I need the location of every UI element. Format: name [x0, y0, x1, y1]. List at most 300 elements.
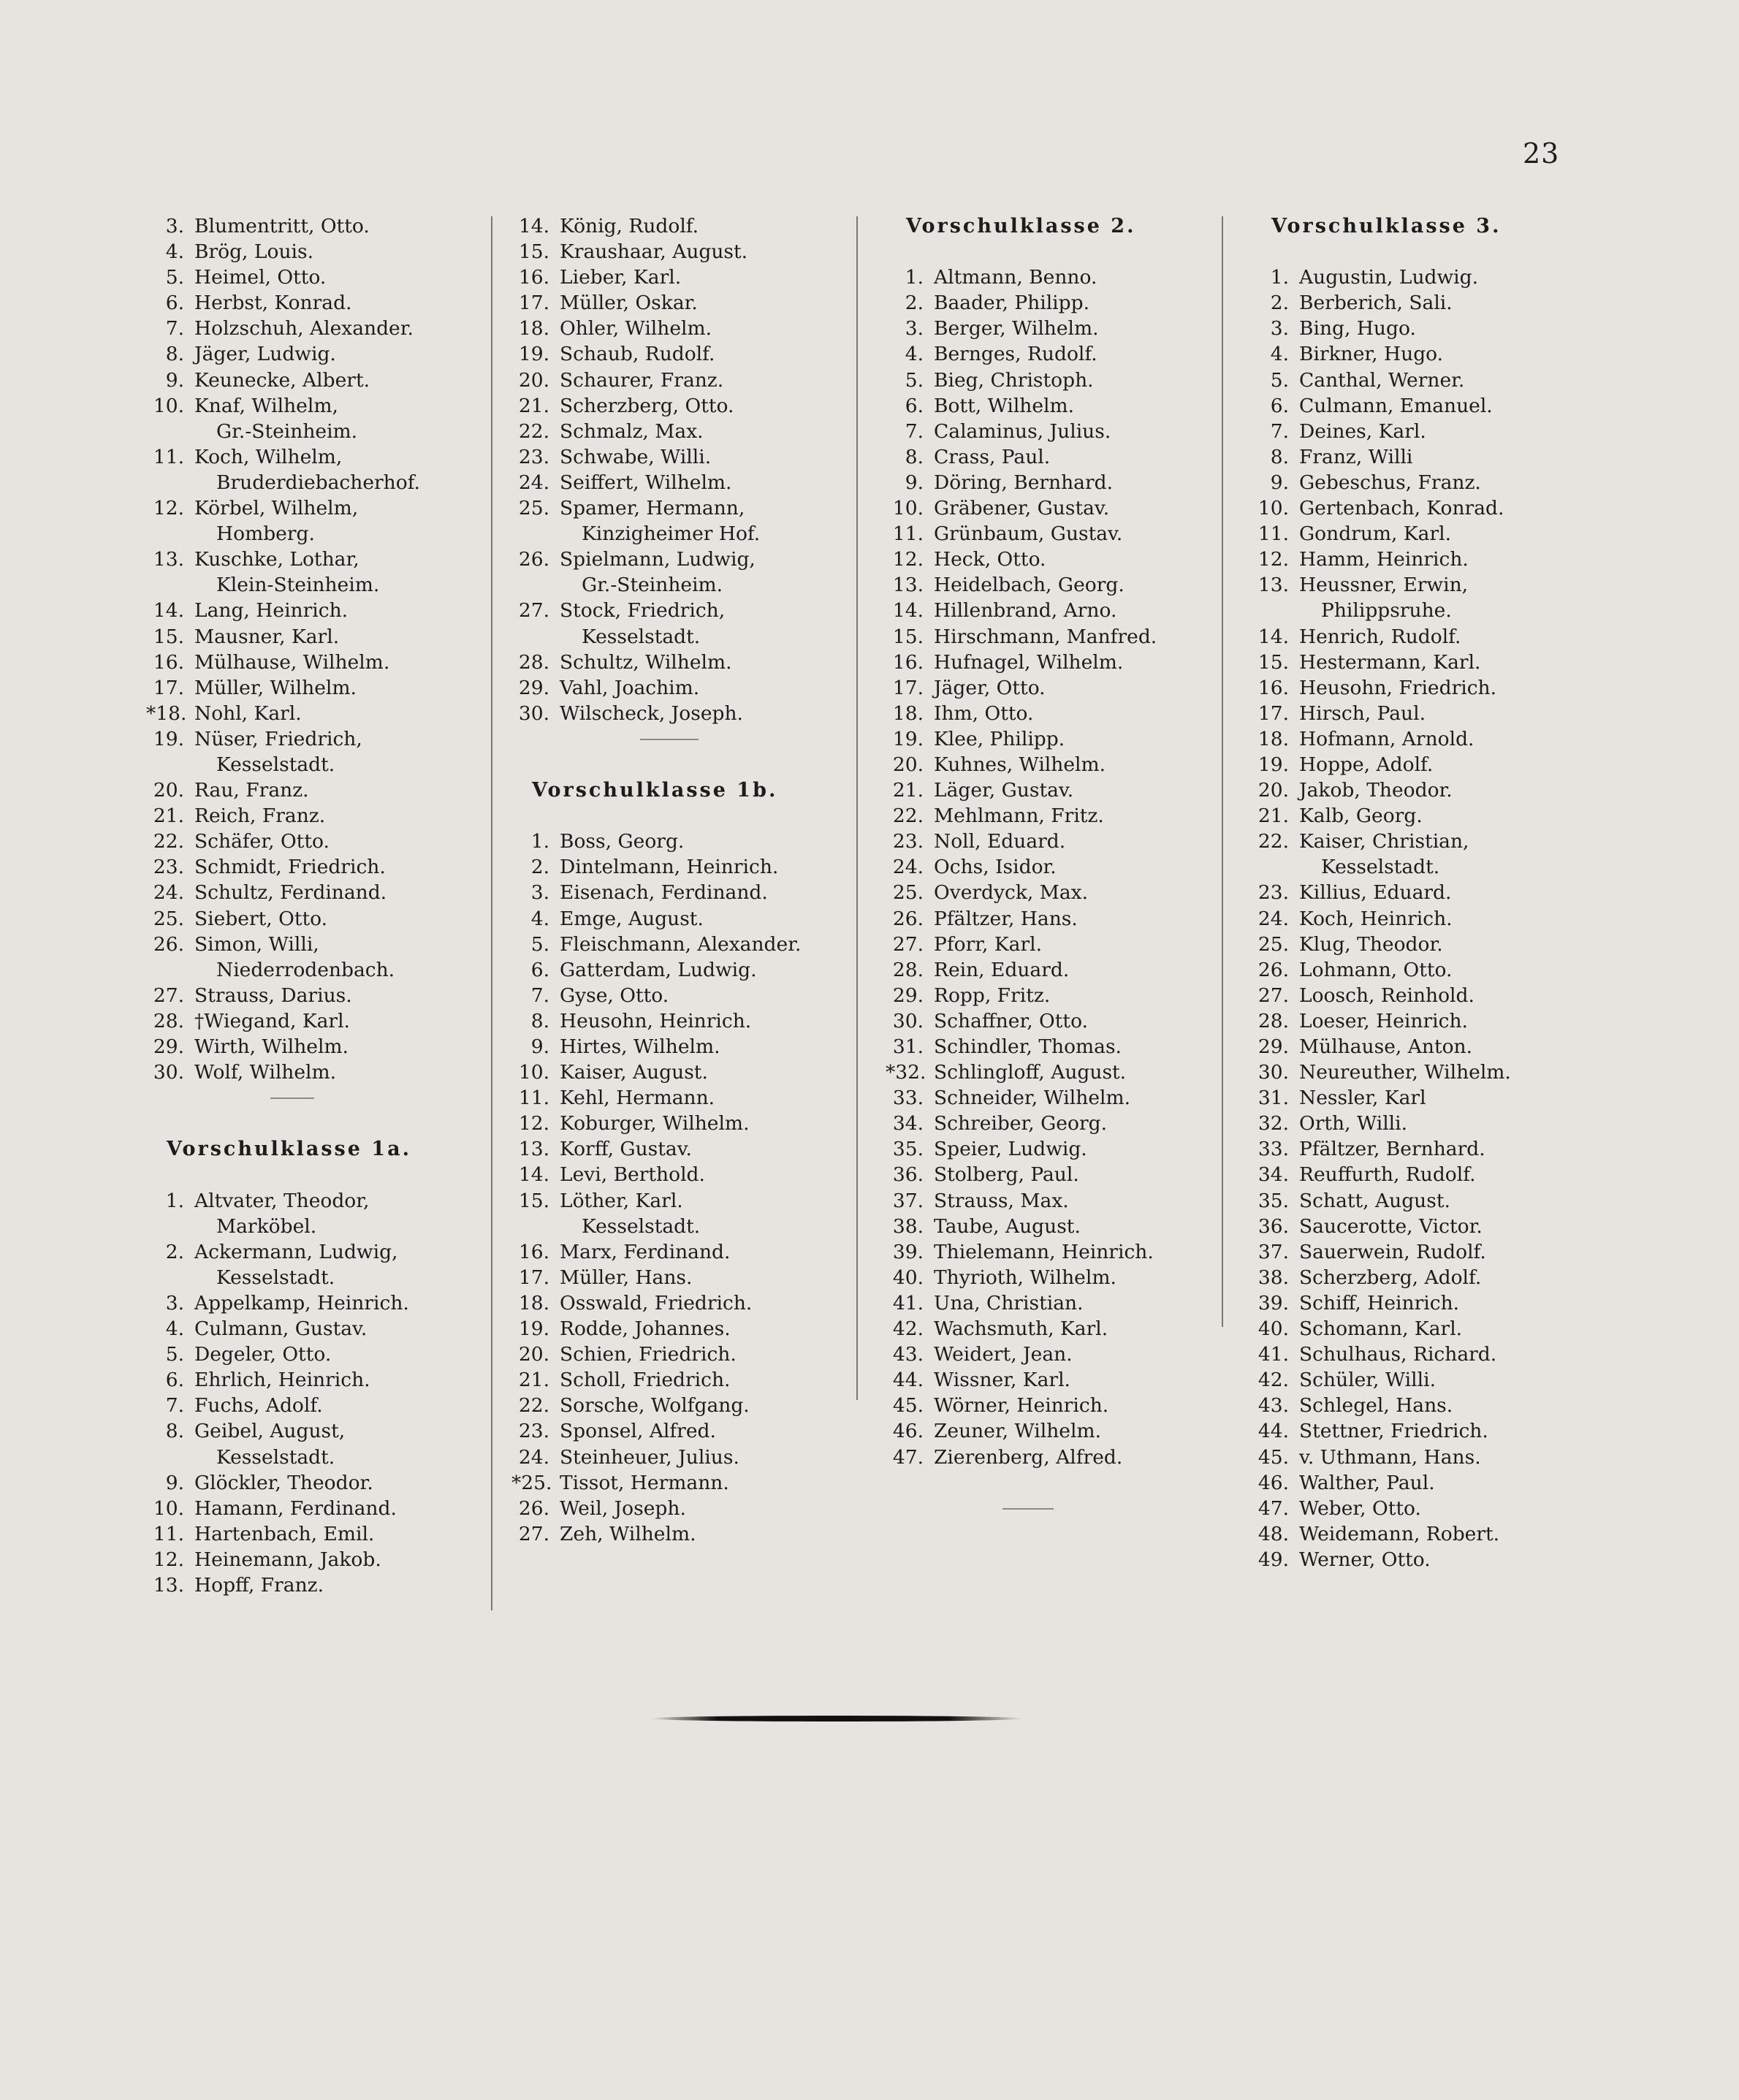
student-name: Simon, Willi, [194, 932, 319, 956]
student-residence: Philippsruhe. [1321, 599, 1452, 623]
entry-number: 11. [518, 1087, 549, 1110]
student-name: Schwabe, Willi. [560, 445, 712, 468]
entry-number: 18. [1257, 727, 1289, 750]
entry-number: 10. [153, 394, 184, 417]
column-3 [886, 213, 1157, 1521]
student-name: Fuchs, Adolf. [194, 1394, 323, 1418]
entry-number: 31. [1257, 1087, 1289, 1110]
student-name: Strauss, Max. [934, 1189, 1069, 1212]
student-name: Levi, Berthold. [560, 1163, 705, 1187]
list-item [1251, 1188, 1511, 1214]
student-name: Herbst, Konrad. [194, 292, 352, 315]
list-item [146, 1547, 420, 1572]
list-item-continuation [511, 1214, 801, 1239]
student-name: Ohler, Wilhelm. [560, 317, 712, 341]
student-list [886, 265, 1157, 1469]
student-name: Hartenbach, Emil. [194, 1522, 375, 1545]
list-item [146, 675, 420, 701]
entry-number: 29. [153, 1035, 184, 1058]
student-name: Hofmann, Arnold. [1299, 727, 1474, 750]
student-name: Gyse, Otto. [560, 984, 669, 1007]
student-name: Gertenbach, Konrad. [1299, 497, 1504, 520]
entry-number: 22. [518, 419, 549, 443]
student-name: Rau, Franz. [194, 779, 309, 802]
entry-number: 21. [518, 1369, 549, 1392]
entry-number: 1. [165, 1189, 184, 1212]
list-item [1251, 1265, 1511, 1290]
entry-number: 24. [518, 1445, 549, 1469]
list-item [511, 419, 801, 444]
entry-number: 11. [153, 445, 184, 468]
list-item [511, 932, 801, 957]
list-item [511, 598, 801, 623]
list-item [1251, 1059, 1511, 1085]
student-name: Wissner, Karl. [934, 1369, 1070, 1392]
entry-number: 9. [905, 471, 924, 494]
entry-number: 28. [518, 650, 549, 674]
entry-number: *18. [146, 701, 187, 725]
student-name: Hestermann, Karl. [1299, 650, 1481, 674]
entry-number: 4. [905, 343, 924, 366]
student-name: Dintelmann, Heinrich. [560, 856, 779, 879]
student-name: Schomann, Karl. [1299, 1317, 1463, 1341]
student-name: Mülhause, Wilhelm. [194, 650, 390, 674]
entry-number: 19. [1257, 753, 1289, 776]
list-item [1251, 547, 1511, 572]
entry-number: 8. [165, 343, 184, 366]
list-item [886, 598, 1157, 623]
entry-number: 4. [530, 907, 549, 930]
entry-number: 7. [1270, 419, 1289, 443]
student-name: Zierenberg, Alfred. [934, 1445, 1123, 1469]
student-name: Pforr, Karl. [934, 932, 1043, 956]
list-item [511, 1239, 801, 1265]
list-item [146, 1034, 420, 1059]
list-item [146, 1059, 420, 1085]
entry-number: 9. [530, 1035, 549, 1058]
student-name: Mülhause, Anton. [1299, 1035, 1473, 1058]
student-name: Müller, Hans. [560, 1266, 693, 1289]
list-item [1251, 265, 1511, 290]
list-item [511, 906, 801, 932]
student-name: Henrich, Rudolf. [1299, 625, 1461, 648]
list-item [886, 495, 1157, 521]
entry-number: 34. [1257, 1163, 1289, 1187]
list-item [886, 829, 1157, 854]
student-name: Schultz, Ferdinand. [194, 881, 387, 905]
list-item [886, 316, 1157, 341]
entry-number: 20. [518, 368, 549, 392]
student-name: Kraushaar, August. [560, 240, 748, 264]
entry-number: 9. [165, 368, 184, 392]
entry-number: 21. [518, 394, 549, 417]
student-name: Fleischmann, Alexander. [560, 932, 802, 956]
student-name: Weidemann, Robert. [1299, 1522, 1500, 1545]
list-item [1251, 906, 1511, 932]
student-name: Holzschuh, Alexander. [194, 317, 414, 341]
entry-number: 13. [518, 1138, 549, 1161]
entry-number: 14. [1257, 625, 1289, 648]
student-name: Tissot, Hermann. [560, 1471, 729, 1494]
list-item [146, 393, 420, 419]
list-item [886, 726, 1157, 752]
list-item-continuation [1251, 854, 1511, 880]
entry-number: 47. [1257, 1496, 1289, 1520]
list-item [886, 1188, 1157, 1214]
entry-number: 2. [1270, 292, 1289, 315]
list-item [886, 1059, 1157, 1085]
student-name: Rein, Eduard. [934, 958, 1070, 981]
entry-number: 25. [892, 881, 924, 905]
student-name: Heidelbach, Georg. [934, 574, 1125, 597]
student-name: Steinheuer, Julius. [560, 1445, 739, 1469]
entry-number: 3. [1270, 317, 1289, 341]
student-residence: Kesselstadt. [1321, 856, 1440, 879]
list-item [146, 495, 420, 521]
student-name: Speier, Ludwig. [934, 1138, 1087, 1161]
student-name: Bing, Hugo. [1299, 317, 1416, 341]
list-item [511, 1059, 801, 1085]
student-name: Kaiser, August. [560, 1061, 708, 1084]
list-item-continuation [146, 1214, 420, 1239]
student-name: Hufnagel, Wilhelm. [934, 650, 1124, 674]
entry-number: 42. [892, 1317, 924, 1341]
student-name: Mausner, Karl. [194, 625, 340, 648]
list-item [886, 803, 1157, 829]
entry-number: 27. [892, 932, 924, 956]
entry-number: 5. [165, 1343, 184, 1366]
entry-number: 29. [892, 984, 924, 1007]
list-item [886, 1136, 1157, 1162]
entry-number: 33. [892, 1087, 924, 1110]
entry-number: 27. [1257, 984, 1289, 1007]
student-name: Stock, Friedrich, [560, 599, 726, 623]
entry-number: 12. [1257, 548, 1289, 571]
entry-number: 24. [518, 471, 549, 494]
list-item [1251, 752, 1511, 777]
entry-number: 4. [1270, 343, 1289, 366]
student-list [146, 1188, 420, 1599]
entry-number: 11. [153, 1522, 184, 1545]
entry-number: 18. [518, 1291, 549, 1315]
entry-number: 29. [518, 676, 549, 699]
student-name: Knaf, Wilhelm, [194, 394, 338, 417]
list-item [511, 1034, 801, 1059]
student-name: Hopff, Franz. [194, 1573, 324, 1597]
student-name: Wilscheck, Joseph. [560, 701, 743, 725]
list-item [511, 1316, 801, 1342]
entry-number: 9. [165, 1471, 184, 1494]
entry-number: 34. [892, 1112, 924, 1135]
student-name: Emge, August. [560, 907, 704, 930]
student-name: Weil, Joseph. [560, 1496, 686, 1520]
student-name: Taube, August. [934, 1214, 1081, 1238]
list-item-continuation [146, 521, 420, 547]
student-name: Kalb, Georg. [1299, 804, 1423, 828]
entry-number: 8. [905, 445, 924, 468]
list-item [511, 1008, 801, 1034]
entry-number: 27. [518, 1522, 549, 1545]
student-name: Spamer, Hermann, [560, 497, 745, 520]
student-name: Nessler, Karl [1299, 1087, 1426, 1110]
list-item [146, 624, 420, 650]
entry-number: 21. [153, 804, 184, 828]
list-item [1251, 701, 1511, 726]
student-name: Läger, Gustav. [934, 779, 1074, 802]
entry-number: 37. [1257, 1240, 1289, 1263]
entry-number: 15. [1257, 650, 1289, 674]
student-name: Schaub, Rudolf. [560, 343, 715, 366]
list-item [1251, 1342, 1511, 1367]
list-item [1251, 444, 1511, 470]
student-name: Müller, Oskar. [560, 292, 698, 315]
student-name: Weidert, Jean. [934, 1343, 1073, 1366]
student-name: Seiffert, Wilhelm. [560, 471, 732, 494]
list-item [511, 829, 801, 854]
list-item [886, 650, 1157, 675]
entry-number: 22. [892, 804, 924, 828]
list-item [1251, 624, 1511, 650]
list-item [146, 341, 420, 367]
entry-number: 17. [518, 292, 549, 315]
list-item-continuation [146, 752, 420, 777]
student-name: Schindler, Thomas. [934, 1035, 1122, 1058]
list-item [1251, 1162, 1511, 1187]
entry-number: 46. [892, 1420, 924, 1443]
entry-number: 4. [165, 1317, 184, 1341]
list-item [1251, 470, 1511, 495]
entry-number: 23. [892, 830, 924, 853]
list-item [886, 1239, 1157, 1265]
student-name: Gebeschus, Franz. [1299, 471, 1481, 494]
entry-number: 13. [153, 548, 184, 571]
entry-number: 1. [530, 830, 549, 853]
entry-number: 28. [892, 958, 924, 981]
list-item [146, 983, 420, 1008]
student-name: Canthal, Werner. [1299, 368, 1465, 392]
list-item-continuation [146, 470, 420, 495]
list-item [886, 906, 1157, 932]
list-item [511, 470, 801, 495]
list-item [146, 1470, 420, 1496]
student-name: Vahl, Joachim. [560, 676, 700, 699]
column-divider-1 [491, 216, 492, 1610]
student-name: Crass, Paul. [934, 445, 1051, 468]
list-item [511, 1342, 801, 1367]
student-name: Schatt, August. [1299, 1189, 1450, 1212]
list-item [1251, 368, 1511, 393]
student-name: Lieber, Karl. [560, 266, 682, 289]
list-item [1251, 1316, 1511, 1342]
entry-number: 19. [518, 343, 549, 366]
list-item [146, 932, 420, 957]
list-item [1251, 1496, 1511, 1521]
entry-number: 22. [518, 1394, 549, 1418]
entry-number: 6. [165, 1369, 184, 1392]
student-name: Blumentritt, Otto. [194, 215, 370, 237]
entry-number: 1. [905, 266, 924, 289]
entry-number: 17. [153, 676, 184, 699]
student-name: †Wiegand, Karl. [194, 1009, 350, 1032]
student-name: Heinemann, Jakob. [194, 1548, 381, 1571]
student-name: Siebert, Otto. [194, 907, 328, 930]
student-name: Hamm, Heinrich. [1299, 548, 1469, 571]
list-item [511, 495, 801, 521]
entry-number: 30. [1257, 1061, 1289, 1084]
entry-number: 25. [518, 497, 549, 520]
student-name: Koch, Heinrich. [1299, 907, 1453, 930]
entry-number: 45. [892, 1394, 924, 1418]
list-item [511, 1367, 801, 1393]
student-name: Bieg, Christoph. [934, 368, 1094, 392]
list-item [511, 650, 801, 675]
entry-number: 39. [1257, 1291, 1289, 1315]
entry-number: 12. [892, 548, 924, 571]
entry-number: 12. [153, 1548, 184, 1571]
list-item [1251, 983, 1511, 1008]
student-name: Strauss, Darius. [194, 984, 352, 1007]
entry-number: 18. [518, 317, 549, 341]
entry-number: 21. [1257, 804, 1289, 828]
section-title-vorschulklasse-2: Vorschulklasse 2. [906, 215, 1136, 237]
student-name: Löther, Karl. [560, 1189, 683, 1212]
list-item [1251, 1034, 1511, 1059]
list-item [511, 1290, 801, 1316]
entry-number: 20. [1257, 779, 1289, 802]
entry-number: 41. [892, 1291, 924, 1315]
student-name: Sorsche, Wolfgang. [560, 1394, 750, 1418]
student-name: Pfältzer, Hans. [934, 907, 1078, 930]
student-name: Wirth, Wilhelm. [194, 1035, 349, 1058]
entry-number: 7. [905, 419, 924, 443]
list-item [886, 368, 1157, 393]
entry-number: 13. [1257, 574, 1289, 597]
list-item [886, 1445, 1157, 1470]
student-name: Sauerwein, Rudolf. [1299, 1240, 1486, 1263]
list-item [886, 1290, 1157, 1316]
list-item [1251, 880, 1511, 905]
list-item [1251, 1470, 1511, 1496]
separator-rule [886, 1496, 1157, 1521]
student-residence: Marköbel. [216, 1214, 317, 1238]
student-list [1251, 265, 1511, 1572]
student-name: Korff, Gustav. [560, 1138, 692, 1161]
list-item [886, 932, 1157, 957]
list-item [511, 1393, 801, 1418]
student-name: Pfältzer, Bernhard. [1299, 1138, 1485, 1161]
student-name: Schlegel, Hans. [1299, 1394, 1453, 1418]
student-list [511, 829, 801, 1547]
entry-number: 7. [165, 1394, 184, 1418]
entry-number: 11. [1257, 522, 1289, 546]
list-item [1251, 650, 1511, 675]
student-residence: Niederrodenbach. [216, 958, 395, 981]
student-list [146, 213, 420, 1085]
list-item [146, 650, 420, 675]
entry-number: 25. [153, 907, 184, 930]
entry-number: 15. [153, 625, 184, 648]
student-name: Wörner, Heinrich. [934, 1394, 1109, 1418]
list-item [886, 290, 1157, 316]
student-name: Hoppe, Adolf. [1299, 753, 1434, 776]
list-item [146, 726, 420, 752]
entry-number: 23. [153, 856, 184, 879]
entry-number: 6. [905, 394, 924, 417]
student-name: Kuschke, Lothar, [194, 548, 359, 571]
student-list [511, 213, 801, 726]
entry-number: 20. [153, 779, 184, 802]
entry-number: 20. [518, 1343, 549, 1366]
student-name: Gondrum, Karl. [1299, 522, 1452, 546]
list-item [146, 1418, 420, 1444]
list-item [886, 880, 1157, 905]
student-name: Spielmann, Ludwig, [560, 548, 756, 571]
entry-number: 26. [518, 1496, 549, 1520]
student-name: Walther, Paul. [1299, 1471, 1435, 1494]
student-name: Stettner, Friedrich. [1299, 1420, 1488, 1443]
student-name: Schien, Friedrich. [560, 1343, 737, 1366]
student-name: Ropp, Fritz. [934, 984, 1051, 1007]
column-4 [1251, 213, 1511, 1572]
entry-number: 30. [892, 1009, 924, 1032]
bottom-ornamental-rule [650, 1716, 1023, 1722]
list-item [886, 470, 1157, 495]
student-name: Stolberg, Paul. [934, 1163, 1079, 1187]
entry-number: *32. [886, 1061, 926, 1084]
student-name: v. Uthmann, Hans. [1299, 1445, 1481, 1469]
student-name: Culmann, Emanuel. [1299, 394, 1493, 417]
list-item [511, 265, 801, 290]
entry-number: 12. [518, 1112, 549, 1135]
student-name: Keunecke, Albert. [194, 368, 370, 392]
list-item [511, 368, 801, 393]
student-name: Koch, Wilhelm, [194, 445, 343, 468]
list-item [1251, 1008, 1511, 1034]
entry-number: 17. [518, 1266, 549, 1289]
student-residence: Kesselstadt. [216, 753, 335, 776]
list-item [146, 1572, 420, 1598]
entry-number: 24. [153, 881, 184, 905]
entry-number: 17. [892, 676, 924, 699]
list-item [1251, 419, 1511, 444]
list-item [146, 1290, 420, 1316]
entry-number: 26. [1257, 958, 1289, 981]
list-item [146, 880, 420, 905]
student-name: Wachsmuth, Karl. [934, 1317, 1108, 1341]
list-item [886, 419, 1157, 444]
list-item [886, 547, 1157, 572]
student-name: Marx, Ferdinand. [560, 1240, 731, 1263]
list-item-continuation [146, 1265, 420, 1290]
list-item [146, 598, 420, 623]
entry-number: 31. [892, 1035, 924, 1058]
entry-number: 47. [892, 1445, 924, 1469]
entry-number: 8. [530, 1009, 549, 1032]
list-item-continuation [146, 1445, 420, 1470]
list-item [886, 1418, 1157, 1444]
student-name: Saucerotte, Victor. [1299, 1214, 1483, 1238]
entry-number: 19. [892, 727, 924, 750]
list-item [1251, 341, 1511, 367]
student-name: Ihm, Otto. [934, 701, 1034, 725]
student-name: Birkner, Hugo. [1299, 343, 1444, 366]
list-item-continuation [1251, 598, 1511, 623]
student-name: Brög, Louis. [194, 240, 314, 264]
student-name: Killius, Eduard. [1299, 881, 1452, 905]
entry-number: 3. [165, 215, 184, 237]
list-item [146, 290, 420, 316]
student-name: Augustin, Ludwig. [1299, 266, 1479, 289]
